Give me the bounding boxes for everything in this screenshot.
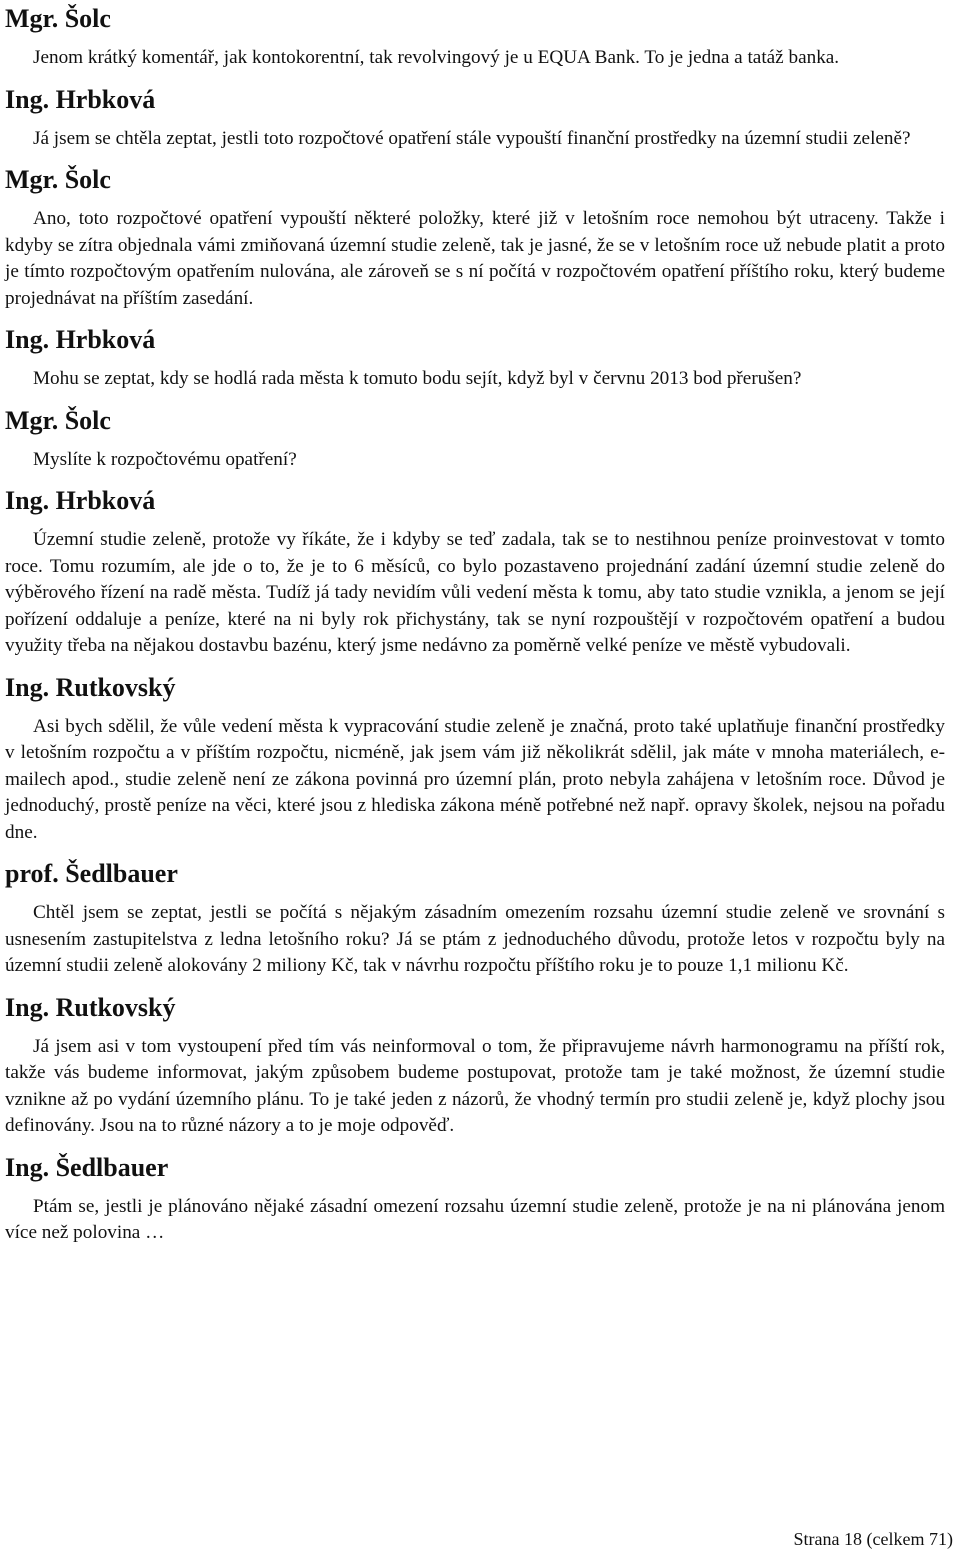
speaker-name: Mgr. Šolc [5,4,111,33]
transcript-entry [5,325,945,393]
speaker-name: Mgr. Šolc [5,165,111,194]
transcript-entry [5,1153,945,1247]
speech-text: Územní studie zeleně, protože vy říkáte, že i kdyby se teď zadala, tak se to nestihnou peníze proinvestovat v tomto roce. Tomu rozumím, ale jde o to, že je to 6 měsíců, co bylo pozastaveno projednání zadání územní studie zeleně do výběrového řízení na radě města. Tudíž já tady nevidím vůli vedení města k tomu, aby tato studie vznikla, a jenom se její pořízení oddaluje a peníze, které na ni byly rok přichystány, tak se nyní rozpouštějí v rozpočtovém opatření a budou využity třeba na nějakou dostavbu bazénu, který jsme nedávno za poměrně velké peníze ve městě vybudovali. [5,529,945,656]
transcript-entry [5,486,945,660]
transcript-entry [5,85,945,153]
transcript-entry [5,406,945,474]
transcript-entry [5,859,945,980]
speech-text: Chtěl jsem se zeptat, jestli se počítá s nějakým zásadním omezením rozsahu územní studie zeleně ve srovnání s usnesením zastupitelstva z ledna letošního roku? Já se ptám z jednoduchého důvodu, protože letos v rozpočtu byly na územní studii zeleně alokovány 2 miliony Kč, tak v návrhu rozpočtu příštího roku je to pouze 1,1 milionu Kč. [5,902,945,976]
speaker-name: Ing. Hrbková [5,325,156,354]
transcript-entry [5,165,945,312]
document-body [5,0,945,1247]
speech-text: Asi bych sdělil, že vůle vedení města k vypracování studie zeleně je značná, proto také uplatňuje finanční prostředky v letošním rozpočtu a v příštím rozpočtu, nicméně, jak jsem vám již několikrát sdělil, jak máte v mnoha materiálech, e-mailech apod., studie zeleně není ze zákona povinná pro územní plán, proto nebyla zahájena v letošním roce. Důvod je jednoduchý, prostě peníze na věci, které jsou z hlediska zákona méně potřebné než např. opravy školek, nejsou na pořadu dne. [5,715,945,843]
speech-text: Ptám se, jestli je plánováno nějaké zásadní omezení rozsahu územní studie zeleně, protože je na ni plánována jenom více než polovina … [5,1195,945,1243]
speaker-name: Ing. Rutkovský [5,672,176,702]
speaker-name: Mgr. Šolc [5,405,111,435]
speaker-name: prof. Šedlbauer [5,859,178,888]
transcript-entry [5,993,945,1140]
transcript-entry [5,4,945,72]
speaker-name: Ing. Hrbková [5,84,156,114]
speech-text: Já jsem asi v tom vystoupení před tím vás neinformoval o tom, že připravujeme návrh harmonogramu na příští rok, takže vás budeme informovat, jakým způsobem budeme postupovat, protože tam je také možnost, že územní studie vznikne až po vydání územního plánu. To je také jeden z názorů, že vhodný termín pro studii zeleně je, když plochy jsou definovány. Jsou na to různé názory a to je moje odpověď. [5,1035,945,1136]
speaker-name: Ing. Rutkovský [5,992,176,1022]
speech-text: Mohu se zeptat, kdy se hodlá rada města k tomuto bodu sejít, když byl v červnu 2013 bod přerušen? [33,368,802,389]
page-number: Strana 18 (celkem 71) [793,1529,953,1549]
speech-text: Myslíte k rozpočtovému opatření? [33,448,297,470]
speech-text: Já jsem se chtěla zeptat, jestli toto rozpočtové opatření stále vypouští finanční prostředky na územní studii zeleně? [33,127,911,149]
speech-text: Ano, toto rozpočtové opatření vypouští některé položky, které již v letošním roce nemohou být utraceny. Takže i kdyby se zítra objednala vámi zmiňovaná územní studie zeleně, tak je jasné, že se v letošním roce už nebude platit a proto je tímto rozpočtovým opatřením nulována, ale zároveň se s ní počítá v rozpočtovém opatření příštího roku, který budeme projednávat na příštím zasedání. [5,208,945,309]
transcript-entry [5,673,945,847]
speech-text: Jenom krátký komentář, jak kontokorentní, tak revolvingový je u EQUA Bank. To je jedna a tatáž banka. [33,47,840,68]
speaker-name: Ing. Šedlbauer [5,1152,169,1182]
speaker-name: Ing. Hrbková [5,486,156,515]
